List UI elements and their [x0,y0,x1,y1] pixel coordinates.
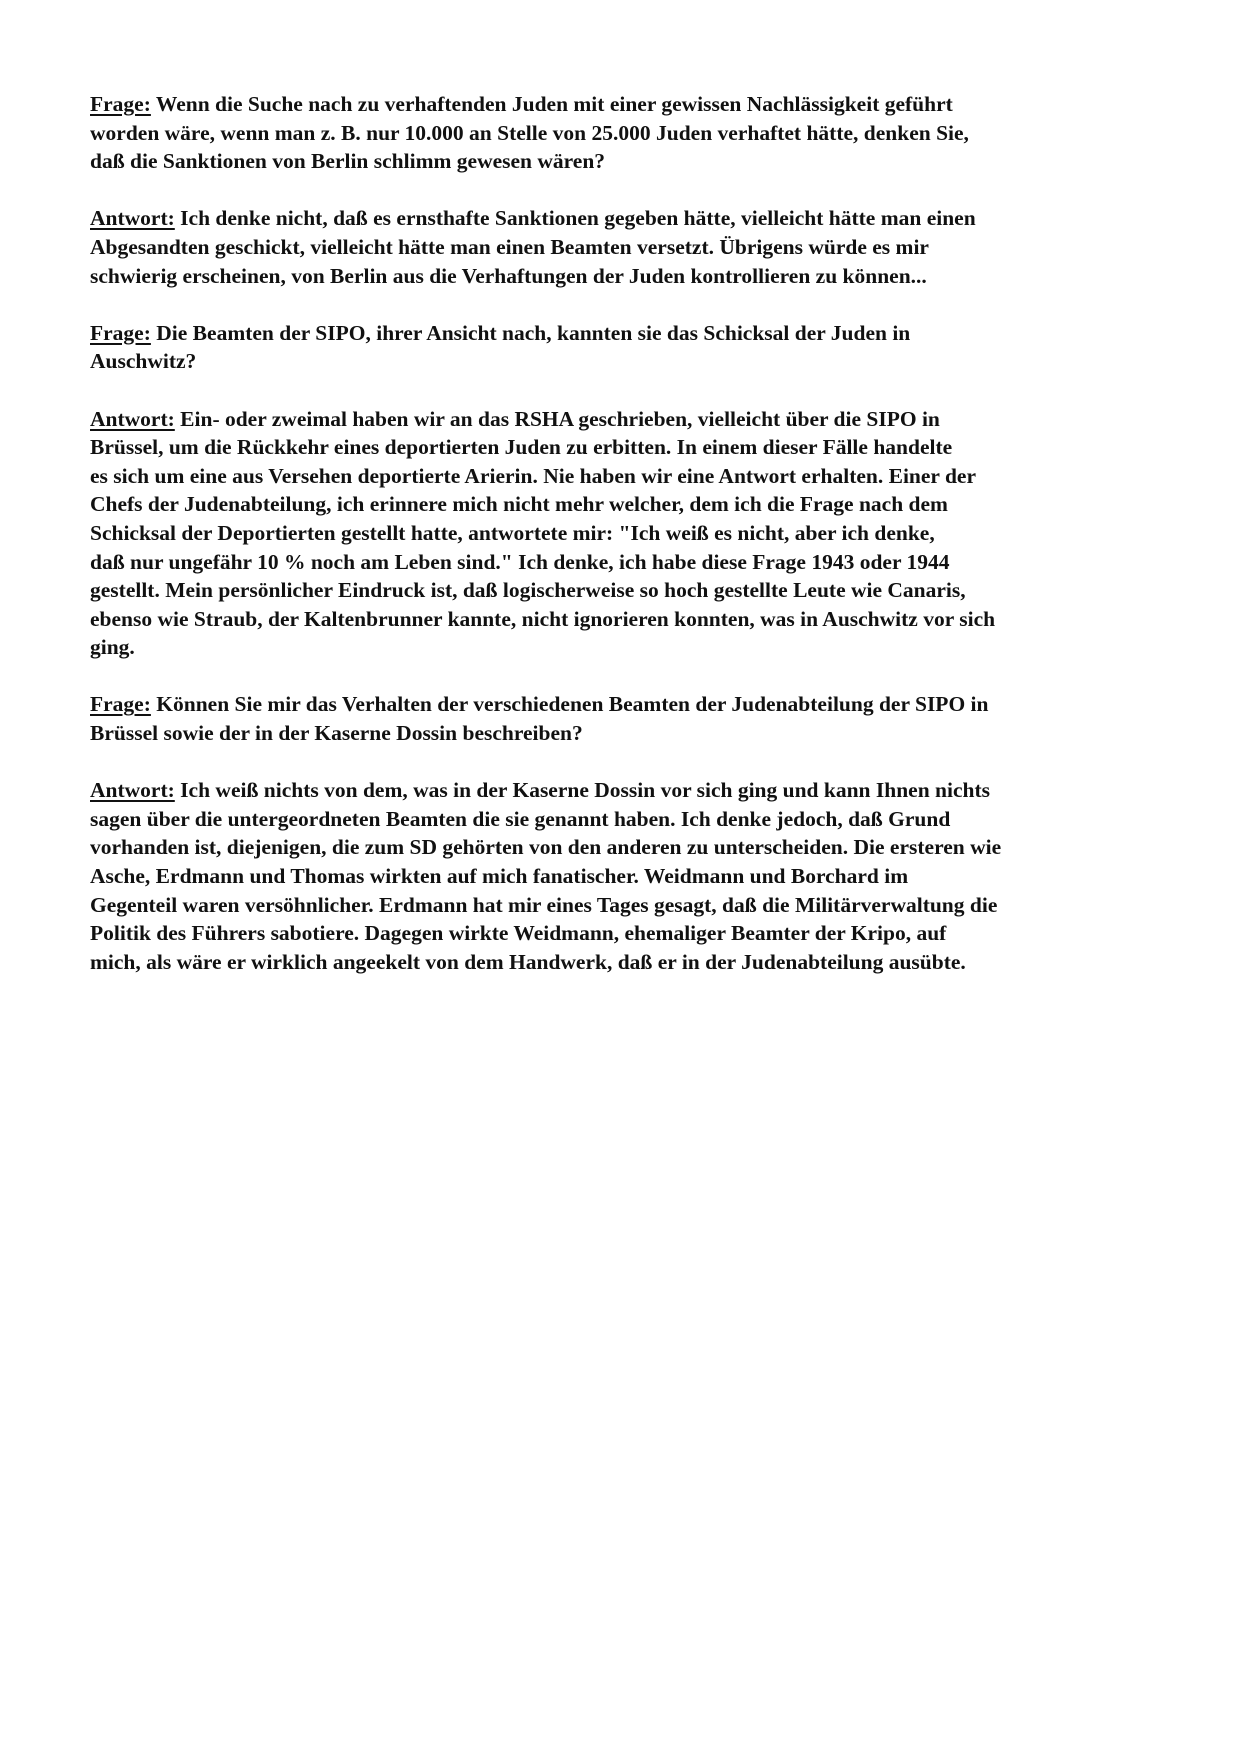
line-text: Abgesandten geschickt, vielleicht hätte man einen Beamten versetzt. Übrigens würde es mir [90,234,929,259]
answer-paragraph [90,204,1160,290]
text-line [90,262,1160,291]
line-text: ebenso wie Straub, der Kaltenbrunner kannte, nicht ignorieren konnten, was in Auschwitz vor sich [90,606,996,631]
line-text: es sich um eine aus Versehen deportierte Arierin. Nie haben wir eine Antwort erhalten. Einer der [90,463,976,488]
line-text: Brüssel sowie der in der Kaserne Dossin beschreiben? [90,721,583,746]
line-text: ging. [90,635,135,660]
question-label: Frage: [90,320,151,345]
text-line [90,833,1160,862]
line-text: worden wäre, wenn man z. B. nur 10.000 an Stelle von 25.000 Juden verhaftet hätte, denken Sie, [90,120,969,145]
text-line [90,633,1160,662]
line-text: Ein- oder zweimal haben wir an das RSHA geschrieben, vielleicht über die SIPO in [174,406,940,431]
text-line [90,919,1160,948]
line-text: Gegenteil waren versöhnlicher. Erdmann hat mir eines Tages gesagt, daß die Militärverwaltung die [90,892,998,917]
line-text: Auschwitz? [90,349,197,374]
text-line [90,776,1160,805]
text-line [90,891,1160,920]
text-line [90,462,1160,491]
question-paragraph [90,319,1160,376]
line-text: Ich weiß nichts von dem, was in der Kaserne Dossin vor sich ging und kann Ihnen nichts [174,778,990,803]
line-text: daß nur ungefähr 10 % noch am Leben sind." Ich denke, ich habe diese Frage 1943 oder 1944 [90,549,950,574]
line-text: sagen über die untergeordneten Beamten die sie genannt haben. Ich denke jedoch, daß Grund [90,806,951,831]
answer-paragraph [90,776,1160,976]
question-paragraph [90,90,1160,176]
text-line [90,862,1160,891]
text-line [90,319,1160,348]
line-text: Chefs der Judenabteilung, ich erinnere mich nicht mehr welcher, dem ich die Frage nach dem [90,492,948,517]
text-line [90,576,1160,605]
line-text: Die Beamten der SIPO, ihrer Ansicht nach, kannten sie das Schicksal der Juden in [150,320,911,345]
answer-label: Antwort: [90,778,175,803]
text-line [90,690,1160,719]
text-line [90,433,1160,462]
line-text: Wenn die Suche nach zu verhaftenden Juden mit einer gewissen Nachlässigkeit geführt [150,92,953,116]
line-text: Können Sie mir das Verhalten der verschiedenen Beamten der Judenabteilung der SIPO in [150,692,989,717]
text-line [90,119,1160,148]
answer-label: Antwort: [90,406,175,431]
text-line [90,147,1160,176]
text-line [90,605,1160,634]
text-line [90,347,1160,376]
line-text: Asche, Erdmann und Thomas wirkten auf mich fanatischer. Weidmann und Borchard im [90,864,909,889]
line-text: vorhanden ist, diejenigen, die zum SD gehörten von den anderen zu unterscheiden. Die ersteren wie [90,835,1002,860]
text-line [90,490,1160,519]
line-text: Schicksal der Deportierten gestellt hatte, antwortete mir: "Ich weiß es nicht, aber ich denke, [90,520,935,545]
text-line [90,405,1160,434]
line-text: mich, als wäre er wirklich angeekelt von dem Handwerk, daß er in der Judenabteilung ausübte. [90,949,966,974]
text-line [90,548,1160,577]
text-line [90,519,1160,548]
text-line [90,719,1160,748]
question-label: Frage: [90,692,151,717]
text-line [90,805,1160,834]
text-line [90,90,1160,119]
document-body [90,90,1160,1005]
line-text: Ich denke nicht, daß es ernsthafte Sanktionen gegeben hätte, vielleicht hätte man einen [174,206,976,231]
text-line [90,233,1160,262]
answer-label: Antwort: [90,206,175,231]
question-label: Frage: [90,92,151,116]
question-paragraph [90,690,1160,747]
line-text: Brüssel, um die Rückkehr eines deportierten Juden zu erbitten. In einem dieser Fälle handelte [90,435,953,460]
line-text: Politik des Führers sabotiere. Dagegen wirkte Weidmann, ehemaliger Beamter der Kripo, auf [90,921,947,946]
answer-paragraph [90,405,1160,662]
line-text: gestellt. Mein persönlicher Eindruck ist, daß logischerweise so hoch gestellte Leute wie Canaris, [90,578,966,603]
text-line [90,204,1160,233]
line-text: schwierig erscheinen, von Berlin aus die Verhaftungen der Juden kontrollieren zu können... [90,263,927,288]
text-line [90,948,1160,977]
line-text: daß die Sanktionen von Berlin schlimm gewesen wären? [90,149,606,174]
